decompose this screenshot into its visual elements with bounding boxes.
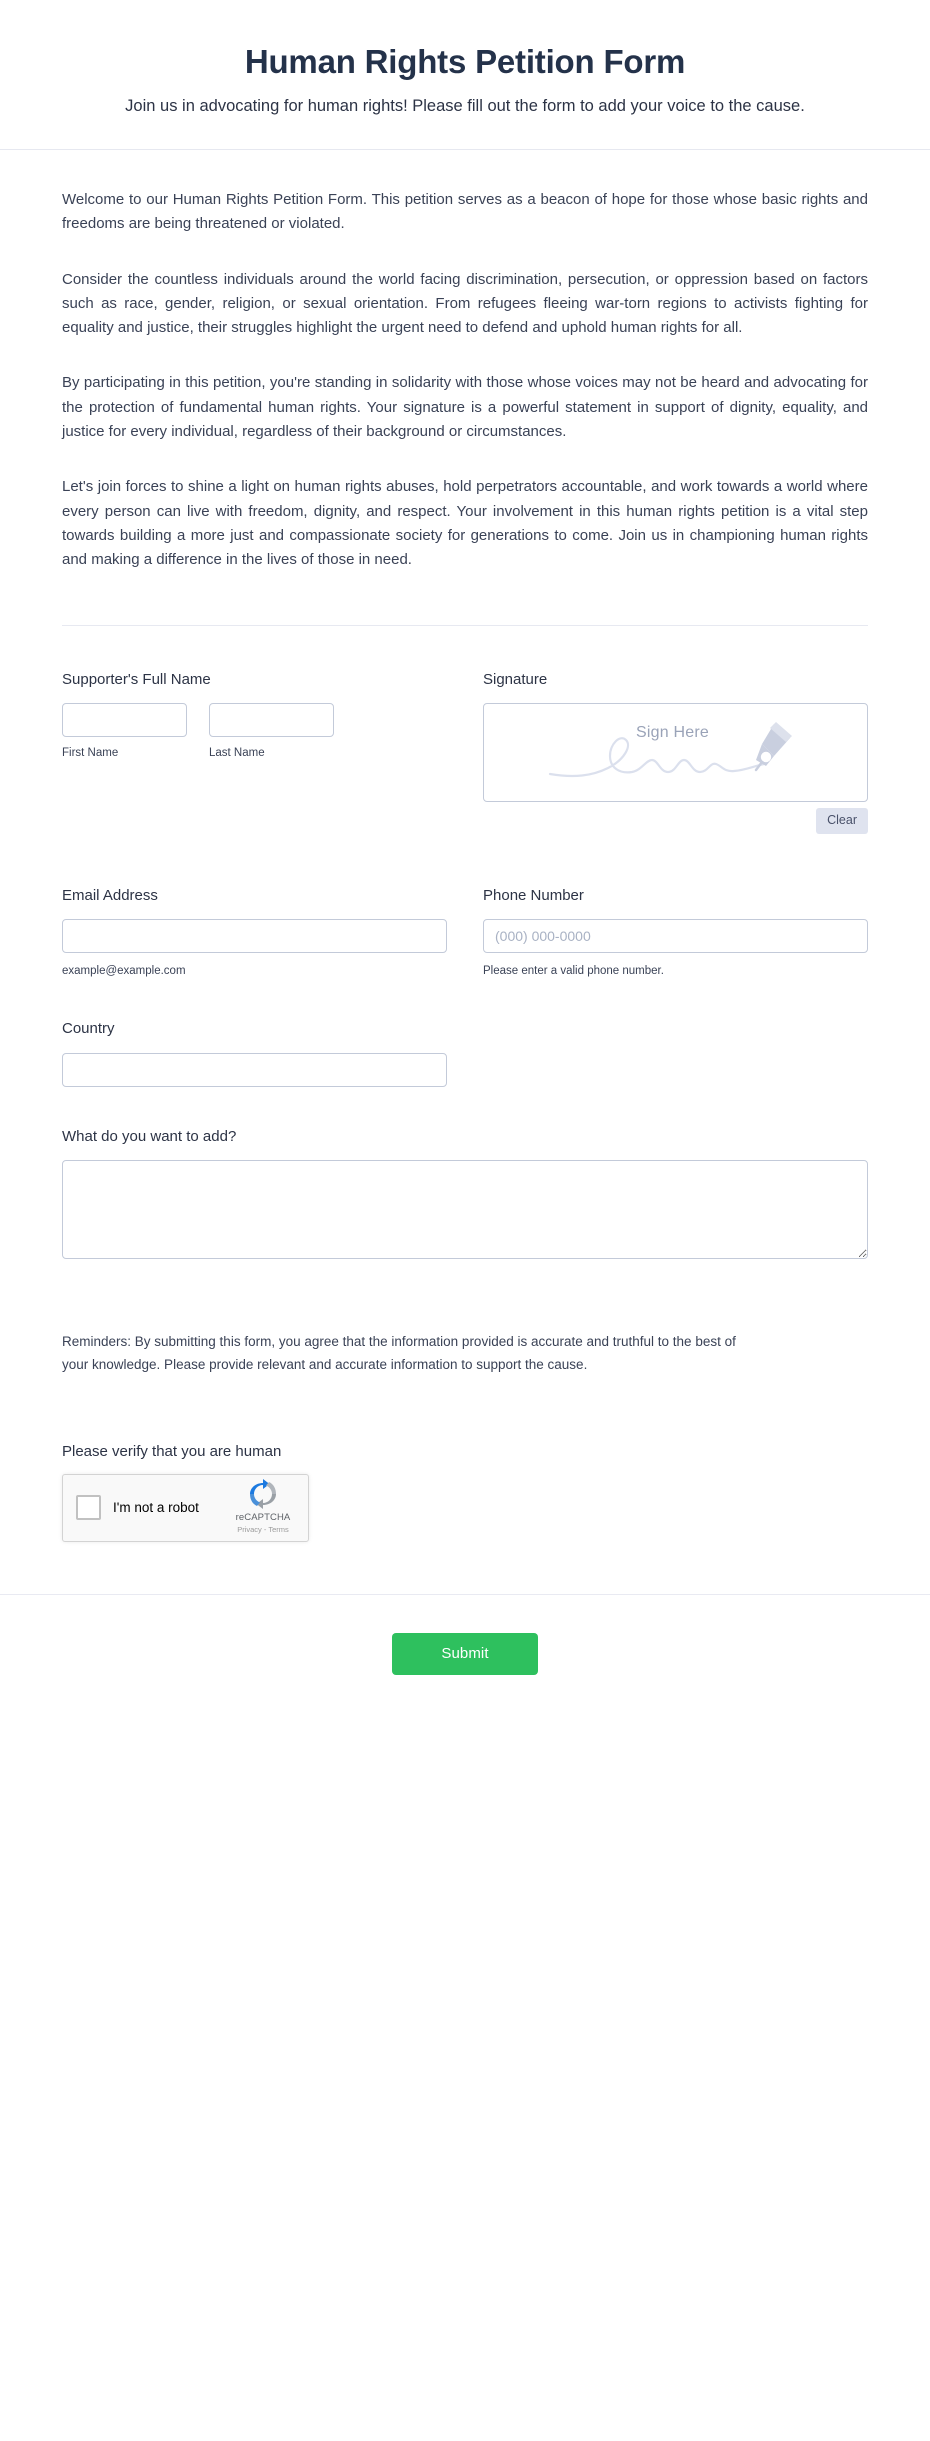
email-hint: example@example.com [62,965,186,978]
sign-here-hint: Sign Here [636,723,709,741]
name-inputs-row [62,703,447,761]
country-label: Country [62,1020,115,1037]
intro-paragraph: By participating in this petition, you're standing in solidarity with those whose voices may not be heard and advocating for the protection of fundamental human rights. Your signature is a powerful statement in support of dignity, equality, and justice for every individual, regardless of their background or circumstances. [62,374,868,441]
field-signature [483,670,868,834]
recaptcha-brand-name: reCAPTCHA [235,1511,291,1523]
last-name-sublabel: Last Name [209,747,265,760]
recaptcha-widget[interactable] [62,1474,309,1542]
signature-placeholder-art [548,716,803,790]
intro-paragraph: Let's join forces to shine a light on human rights abuses, hold perpetrators accountable, and work towards a world where every person can live with freedom, dignity, and respect. Your involvement in this human rights petition is a vital step towards building a more just and compassionate society for generations to come. Join us in championing human rights and making a difference in the lives of those in need. [62,478,868,569]
field-message [62,1127,868,1265]
recaptcha-legal-links [229,1525,297,1535]
recaptcha-logo-icon [247,1479,279,1511]
signature-canvas[interactable] [483,703,868,802]
recaptcha-checkbox[interactable] [76,1495,101,1520]
last-name-input[interactable] [209,703,334,737]
signature-label: Signature [483,670,548,688]
field-email [62,886,447,979]
form-body [0,626,930,1594]
captcha-section [62,1443,868,1542]
clear-signature-button[interactable]: Clear [816,808,868,834]
page-subtitle: Join us in advocating for human rights! Please fill out the form to add your voice to the cause. [125,97,805,116]
last-name-cell [209,703,334,761]
intro-paragraph: Consider the countless individuals around the world facing discrimination, persecution, or oppression based on factors such as race, gender, religion, or sexual orientation. From refugees fleeing war-torn regions to activists fighting for equality and justice, their struggles highlight the urgent need to defend and uphold human rights for all. [62,270,868,337]
form-header [0,0,930,150]
full-name-label: Supporter's Full Name [62,670,211,688]
form-footer [0,1595,930,1717]
row-country [62,1019,868,1087]
intro-paragraph: Welcome to our Human Rights Petition Form. This petition serves as a beacon of hope for those whose basic rights and freedoms are being threatened or violated. [62,191,868,233]
reminders-text: Reminders: By submitting this form, you agree that the information provided is accurate and truthful to the best of your knowledge. Please provide relevant and accurate information to support the cause. [62,1333,736,1373]
recaptcha-checkbox-label: I'm not a robot [113,1500,199,1515]
field-phone [483,886,868,979]
phone-input[interactable] [483,919,868,953]
phone-label: Phone Number [483,886,584,904]
signature-scribble-icon [548,716,803,790]
recaptcha-terms-link[interactable]: Terms [268,1524,289,1534]
pen-nib-icon [756,722,792,770]
field-country [62,1019,447,1087]
country-input[interactable] [62,1053,447,1087]
message-textarea[interactable] [62,1160,868,1259]
phone-hint: Please enter a valid phone number. [483,965,664,978]
row-name-signature [62,670,868,834]
captcha-label: Please verify that you are human [62,1442,282,1460]
first-name-cell [62,703,187,761]
intro-text-block [0,150,930,573]
first-name-sublabel: First Name [62,747,119,760]
recaptcha-privacy-link[interactable]: Privacy [237,1524,262,1534]
email-label: Email Address [62,886,158,904]
message-label: What do you want to add? [62,1127,237,1145]
email-input[interactable] [62,919,447,953]
recaptcha-link-separator: - [263,1524,267,1534]
row-email-phone [62,886,868,979]
page-title: Human Rights Petition Form [244,43,686,80]
field-full-name [62,670,447,834]
first-name-input[interactable] [62,703,187,737]
submit-button[interactable]: Submit [392,1633,538,1675]
